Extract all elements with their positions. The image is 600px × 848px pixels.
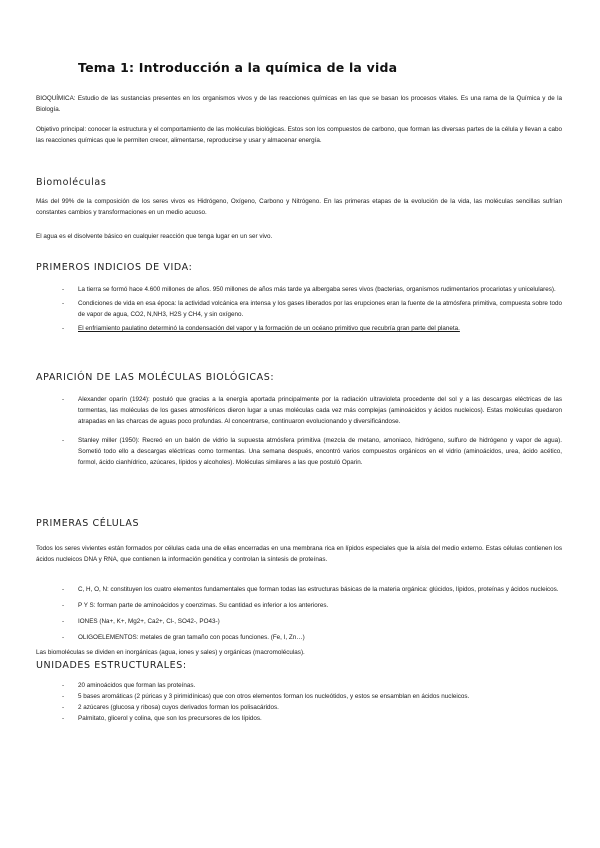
list-item: - Condiciones de vida en esa época: la actividad volcánica era intensa y los gases liberados por las erupciones eran la fuente de la atmósfera primitiva, compuesta sobre todo de vapor de agua, CO2, N,NH3, H2S y CH4, y sin oxígeno. [62,300,562,318]
list-item: - El enfriamiento paulatino determinó la condensación del vapor y la formación de un océano primitivo que recubría gran parte del planeta. [62,325,460,332]
list-item: - IONES (Na+, K+, Mg2+, Ca2+, Cl-, SO42-, PO43-) [62,618,220,625]
biomoleculas-paragraph-2: El agua es el disolvente básico en cualquier reacción que tenga lugar en un ser vivo. [36,233,273,240]
list-item: - La tierra se formó hace 4.600 millones de años. 950 millones de años más tarde ya albergaba seres vivos (bacterias, organismos rudimentarios procariotas y unicelulares). [62,286,556,293]
intro-paragraph-1: BIOQUÍMICA: Estudio de las sustancias presentes en los organismos vivos y de las reacciones químicas en las que se basan los procesos vitales. Es una rama de la Química y de la Biología. [36,95,562,113]
unidades-list [56,680,562,724]
page-title: Tema 1: Introducción a la química de la vida [78,60,398,75]
heading-aparicion-moleculas: APARICIÓN DE LAS MOLÉCULAS BIOLÓGICAS: [36,372,275,383]
list-item: - C, H, O, N: constituyen los cuatro elementos fundamentales que forman todas las estructuras básicas de la materia orgánica: glúcidos, lípidos, proteínas y ácidos nucleicos. [62,586,559,593]
heading-primeras-celulas: PRIMERAS CÉLULAS [36,518,140,529]
list-item: - P Y S: forman parte de aminoácidos y coenzimas. Su cantidad es inferior a los anteriores. [62,602,329,609]
list-item: - 5 bases aromáticas (2 púricas y 3 pirimidínicas) que con otros elementos forman los nucleótidos, y estos se ensamblan en ácidos nucleicos. [62,693,470,700]
list-item: - Stanley miller (1950): Recreó en un balón de vidrio la supuesta atmósfera primitiva (mezcla de metano, amoniaco, hidrógeno, sulfuro de hidrógeno y vapor de agua). Sometió todo ello a descargas eléctricas como tormentas. Una semana después, encontró varios compuestos orgánicos en el vidrio (aminoácidos, urea, ácido acético, formol, ácido cianhídrico, azúcares, lípidos y alcoholes). Moléculas similares a las que postuló Oparin. [62,437,562,466]
biomoleculas-paragraph-1: Más del 99% de la composición de los seres vivos es Hidrógeno, Oxígeno, Carbono y Nitrógeno. En las primeras etapas de la evolución de la vida, las moléculas sencillas sufrían constantes cambios y transformaciones en un medio acuoso. [36,198,562,216]
list-item: - 2 azúcares (glucosa y ribosa) cuyos derivados forman los polisacáridos. [62,704,279,711]
intro-paragraph-2: Objetivo principal: conocer la estructura y el comportamiento de las moléculas biológicas. Estos son los compuestos de carbono, que forman las diversas partes de la célula y llevan a cabo las reacciones químicas que le permiten crecer, alimentarse, reproducirse y usar y almacenar energía. [36,126,562,144]
list-item: - 20 aminoácidos que forman las proteínas. [62,682,196,689]
list-item: - Alexander oparín (1924): postuló que gracias a la energía aportada principalmente por la radiación ultravioleta procedente del sol y a las descargas eléctricas de las tormentas, las moléculas de los gases atmosféricos dieron lugar a unas moléculas cada vez más complejas (aminoácidos y ácidos nucleicos). Estas moléculas quedaron atrapadas en las charcas de aguas poco profundas. Al concentrarse, continuaron evolucionando y diversificándose. [62,396,562,425]
list-item: - Palmitato, glicerol y colina, que son los precursores de los lípidos. [62,715,262,722]
heading-unidades-estructurales: UNIDADES ESTRUCTURALES: [36,660,187,671]
heading-primeros-indicios: PRIMEROS INDICIOS DE VIDA: [36,262,193,273]
aparicion-list [56,394,562,468]
celulas-paragraph-2: Las biomoléculas se dividen en inorgánicas (agua, iones y sales) y orgánicas (macromoléculas). [36,649,305,656]
heading-biomoleculas: Biomoléculas [36,177,107,188]
list-item: - OLIGOELEMENTOS: metales de gran tamaño con pocas funciones. (Fe, I, Zn…) [62,634,305,641]
indicios-list [56,284,562,334]
celulas-paragraph-1: Todos los seres vivientes están formados por células cada una de ellas encerradas en una membrana rica en lípidos especiales que la aísla del medio externo. Estas células contienen los ácidos nucleicos DNA y RNA, que contienen la información genética y controlan la síntesis de proteínas. [36,545,562,563]
celulas-list [56,584,562,643]
